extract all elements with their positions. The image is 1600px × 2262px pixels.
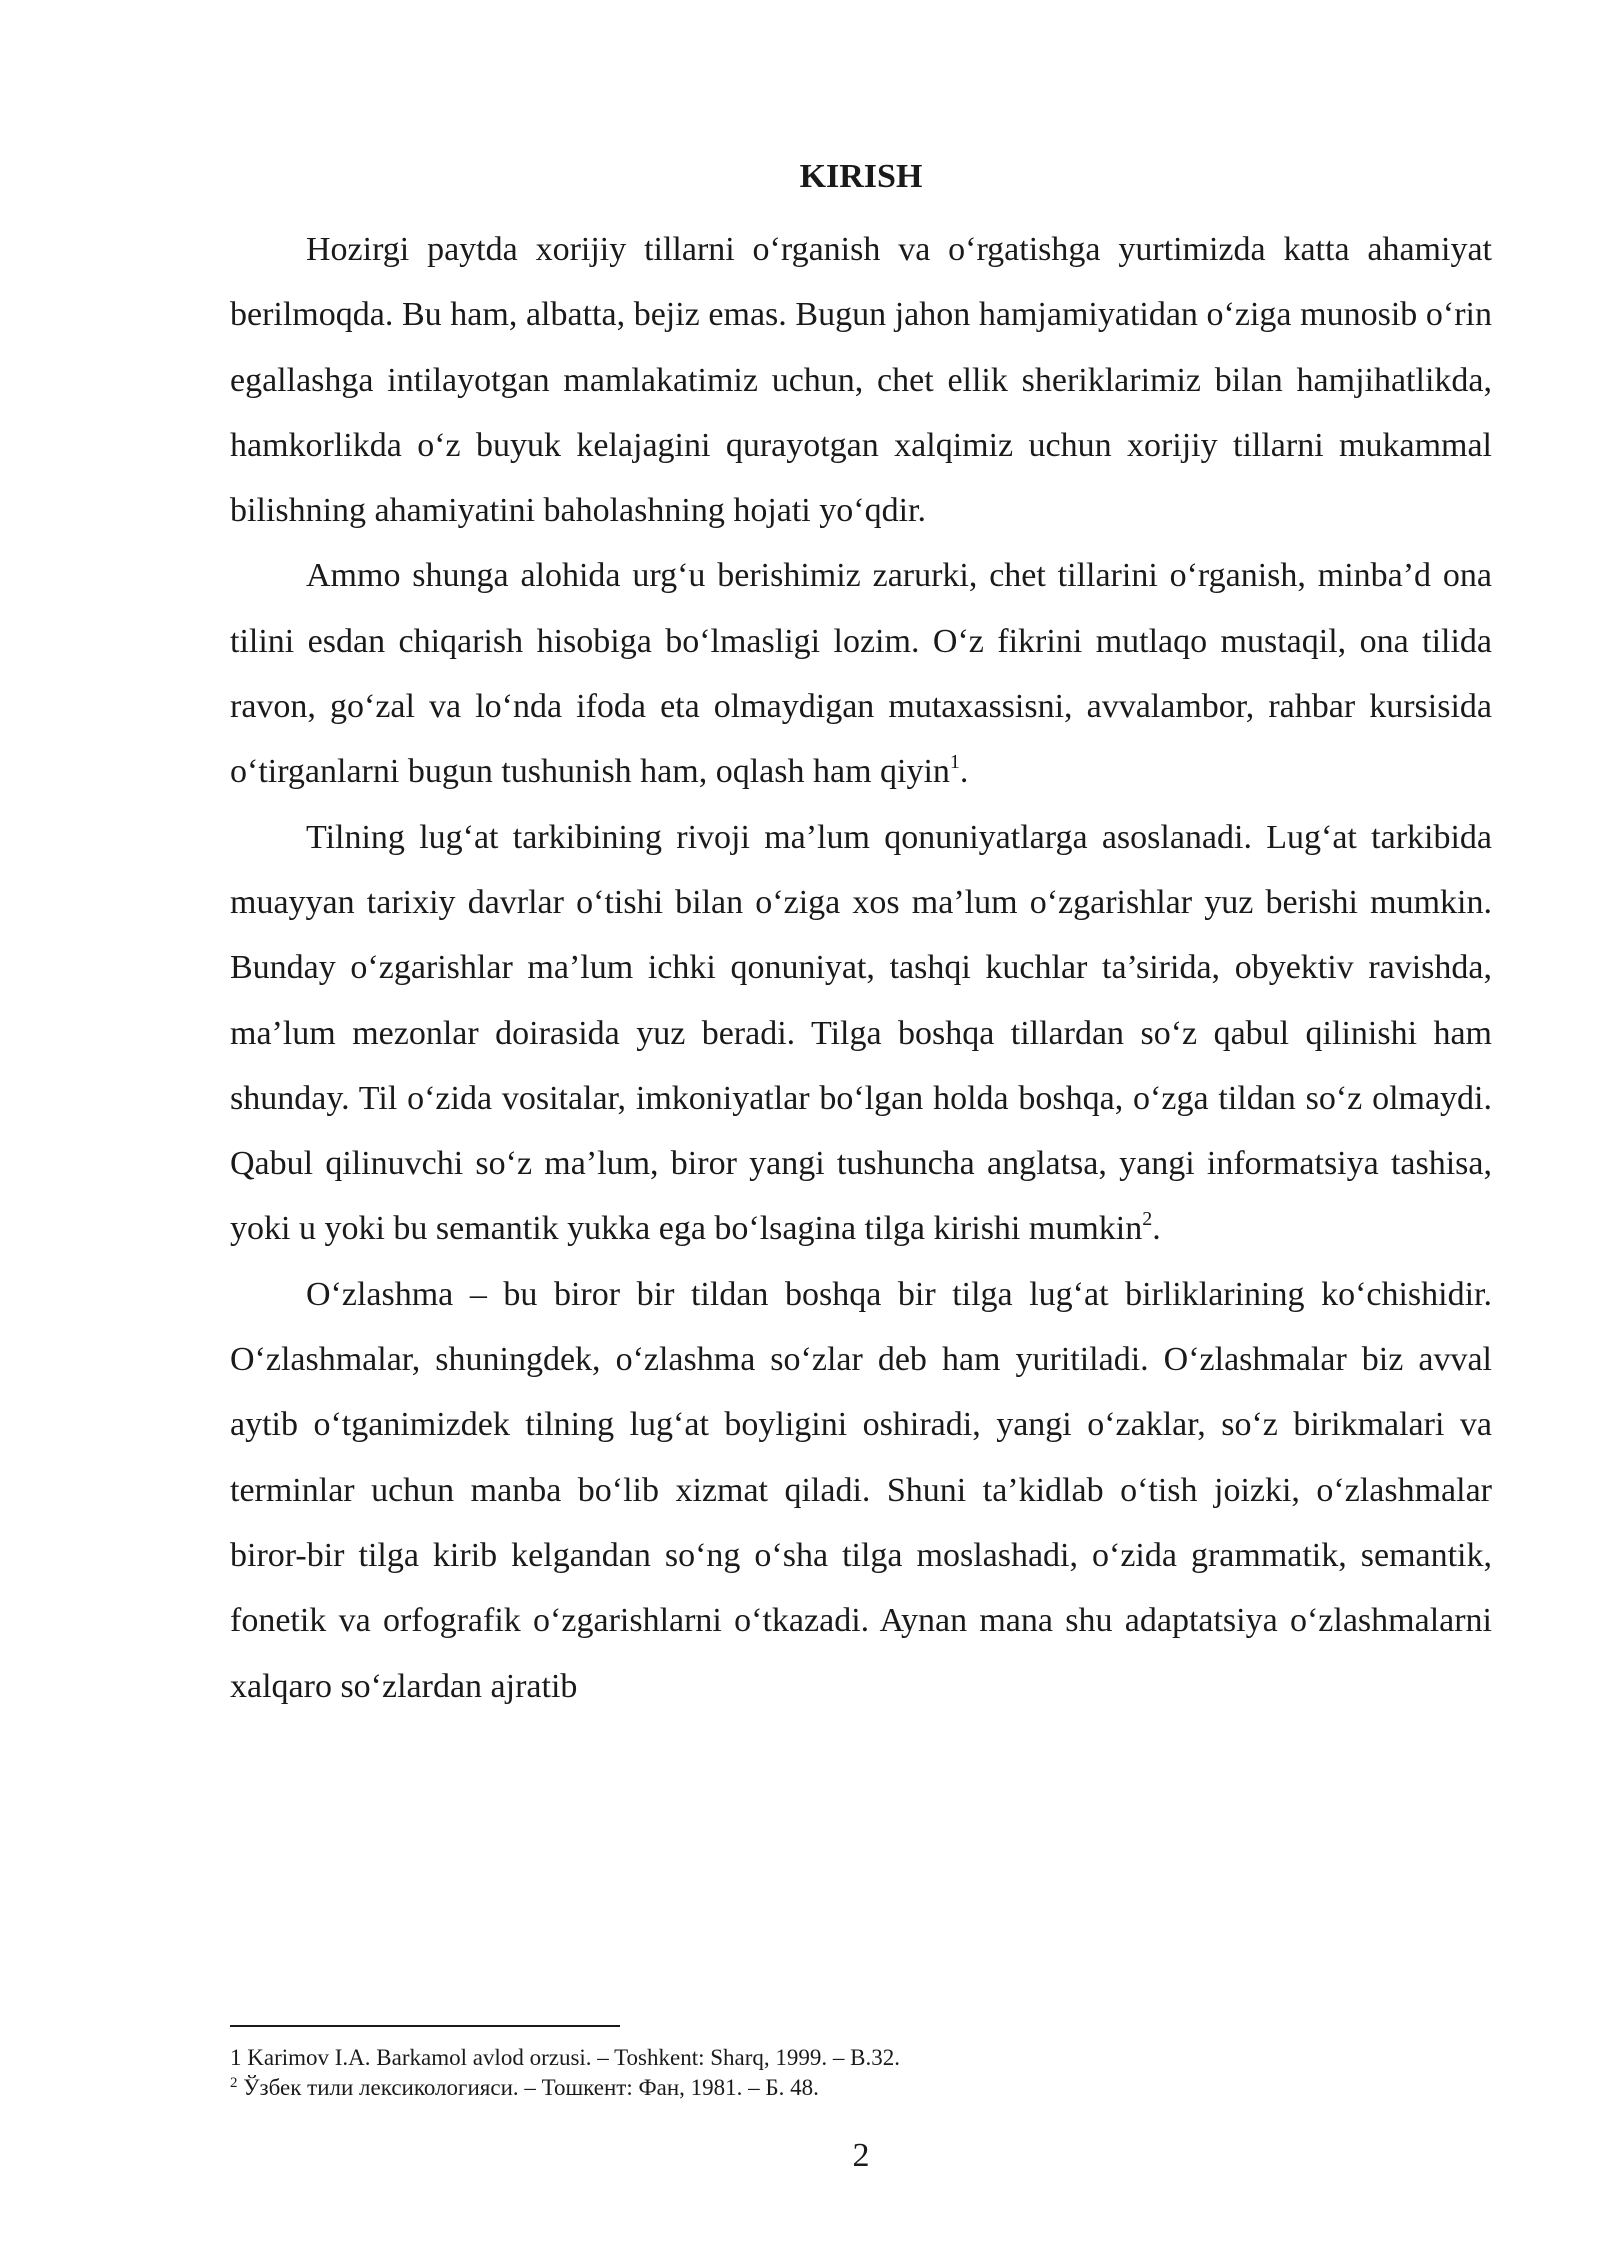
- footnote-reference[interactable]: 2: [1142, 1208, 1153, 1231]
- footnote: [230, 2043, 1492, 2073]
- footnote-text: Ўзбек тили лексикологияси. – Тошкент: Фан, 1981. – Б. 48.: [237, 2075, 819, 2100]
- paragraph-text: O‘zlashma – bu biror bir tildan boshqa bir tilga lug‘at birliklarining ko‘chishidir. O‘zlashmalar, shuningdek, o‘zlashma so‘zlar deb ham yuritiladi. O‘zlashmalar biz avval aytib o‘tganimizdek tilning lug‘at boyligini oshiradi, yangi o‘zaklar, so‘z birikmalari va terminlar uchun manba bo‘lib xizmat qiladi. Shuni ta’kidlab o‘tish joizki, o‘zlashmalar biror-bir tilga kirib kelgandan so‘ng o‘sha tilga moslashadi, o‘zida grammatik, semantik, fonetik va orfografik o‘zgarishlarni o‘tkazadi. Aynan mana shu adaptatsiya o‘zlashmalarni xalqaro so‘zlardan ajratib: [230, 1275, 1492, 1705]
- footnote-marker: 1: [230, 2045, 242, 2070]
- paragraph: [230, 805, 1492, 1262]
- page-number: 2: [852, 2137, 870, 2174]
- footnotes: [230, 2043, 1492, 2103]
- paragraph-text: Tilning lug‘at tarkibining rivoji ma’lum qonuniyatlarga asoslanadi. Lug‘at tarkibida muayyan tarixiy davrlar o‘tishi bilan o‘ziga xos ma’lum o‘zgarishlar yuz berishi mumkin. Bunday o‘zgarishlar ma’lum ichki qonuniyat, tashqi kuchlar ta’sirida, obyektiv ravishda, ma’lum mezonlar doirasida yuz beradi. Tilga boshqa tillardan so‘z qabul qilinishi ham shunday. Til o‘zida vositalar, imkoniyatlar bo‘lgan holda boshqa, o‘zga tildan so‘z olmaydi. Qabul qilinuvchi so‘z ma’lum, biror yangi tushuncha anglatsa, yangi informatsiya tashisa, yoki u yoki bu semantik yukka ega bo‘lsagina tilga kirishi mumkin: [230, 818, 1492, 1248]
- paragraph-text: Ammo shunga alohida urg‘u berishimiz zarurki, chet tillarini o‘rganish, minba’d ona tilini esdan chiqarish hisobiga bo‘lmasligi lozim. O‘z fikrini mutlaqo mustaqil, ona tilida ravon, go‘zal va lo‘nda ifoda eta olmaydigan mutaxassisni, avvalambor, rahbar kursisida o‘tirganlarni bugun tushunish ham, oqlash ham qiyin: [230, 557, 1492, 791]
- paragraph-end: .: [959, 753, 969, 791]
- section-heading: KIRISH: [799, 158, 923, 195]
- paragraph-text: Hozirgi paytda xorijiy tillarni o‘rganish va o‘rgatishga yurtimizda katta ahamiyat berilmoqda. Bu ham, albatta, bejiz emas. Bugun jahon hamjamiyatidan o‘ziga munosib o‘rin egallashga intilayotgan mamlakatimiz uchun, chet ellik sheriklarimiz bilan hamjihatlikda, hamkorlikda o‘z buyuk kelajagini qurayotgan xalqimiz uchun xorijiy tillarni mukammal bilishning ahamiyatini baholashning hojati yo‘qdir.: [230, 231, 1492, 530]
- paragraph: [230, 217, 1492, 543]
- footnote-text: Karimov I.A. Barkamol avlod orzusi. – Toshkent: Sharq, 1999. – B.32.: [241, 2045, 900, 2070]
- footnote: [230, 2073, 1492, 2103]
- paragraph: [230, 543, 1492, 804]
- footnote-marker: 2: [230, 2075, 238, 2091]
- footnote-separator: [230, 2025, 620, 2027]
- paragraph: [230, 1262, 1492, 1719]
- footnote-reference[interactable]: 1: [949, 751, 960, 774]
- body-text: [230, 217, 1492, 1719]
- paragraph-end: .: [1152, 1210, 1161, 1248]
